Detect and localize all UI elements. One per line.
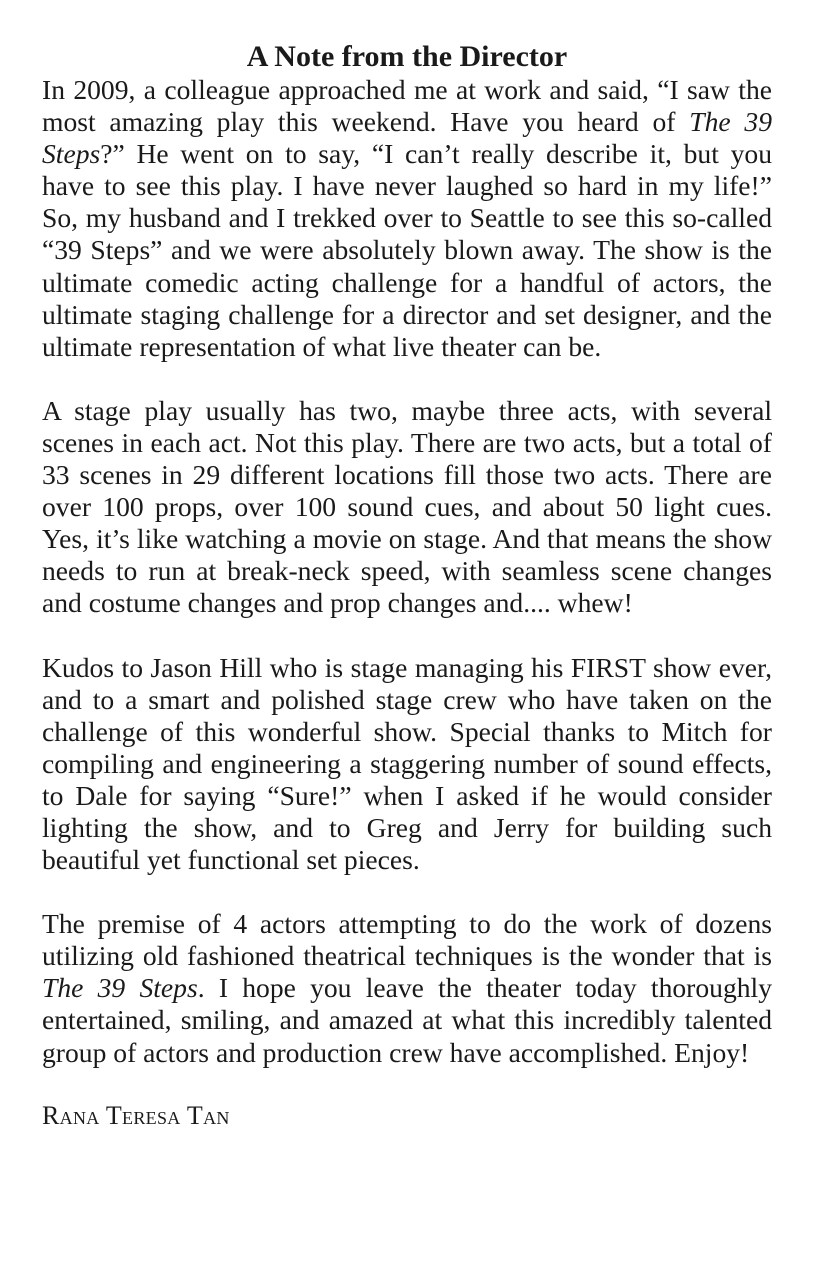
paragraph-text: ?” He went on to say, “I can’t really describe it, but you have to see this play. I have never laughed so hard in my life!” So, my husband and I trekked over to Seattle to see this so-called “39 Steps” and we were absolutely blown away. The show is the ultimate comedic acting challenge for a handful of actors, the ultimate staging challenge for a director and set designer, and the ultimate representation of what live theater can be. <box>42 138 772 362</box>
signature: Rana Teresa Tan <box>42 1100 230 1130</box>
paragraph <box>42 395 772 620</box>
italic-title-text: The 39 Steps <box>42 106 772 170</box>
paragraph-text: In 2009, a colleague approached me at work and said, “I saw the most amazing play this weekend. Have you heard of <box>42 74 772 138</box>
paragraph-text: . I hope you leave the theater today thoroughly entertained, smiling, and amazed at what this incredibly talented group of actors and production crew have accomplished. Enjoy! <box>42 972 772 1068</box>
paragraph-text: The premise of 4 actors attempting to do the work of dozens utilizing old fashioned theatrical techniques is the wonder that is <box>42 908 772 972</box>
italic-title-text: The 39 Steps <box>42 972 198 1004</box>
paragraph-text: A stage play usually has two, maybe three acts, with several scenes in each act. Not this play. There are two acts, but a total of 33 scenes in 29 different locations fill those two acts. There are over 100 props, over 100 sound cues, and about 50 light cues. Yes, it’s like watching a movie on stage. And that means the show needs to run at break-neck speed, with seamless scene changes and costume changes and prop changes and.... whew! <box>42 394 772 619</box>
page-title: A Note from the Director <box>246 40 568 73</box>
director-note <box>42 40 772 1131</box>
note-body <box>42 74 772 1069</box>
paragraph <box>42 908 772 1068</box>
paragraph <box>42 652 772 877</box>
paragraph-text: Kudos to Jason Hill who is stage managing his FIRST show ever, and to a smart and polished stage crew who have taken on the challenge of this wonderful show. Special thanks to Mitch for compiling and engineering a staggering number of sound effects, to Dale for saying “Sure!” when I asked if he would consider lighting the show, and to Greg and Jerry for building such beautiful yet functional set pieces. <box>42 651 772 876</box>
paragraph <box>42 74 772 363</box>
